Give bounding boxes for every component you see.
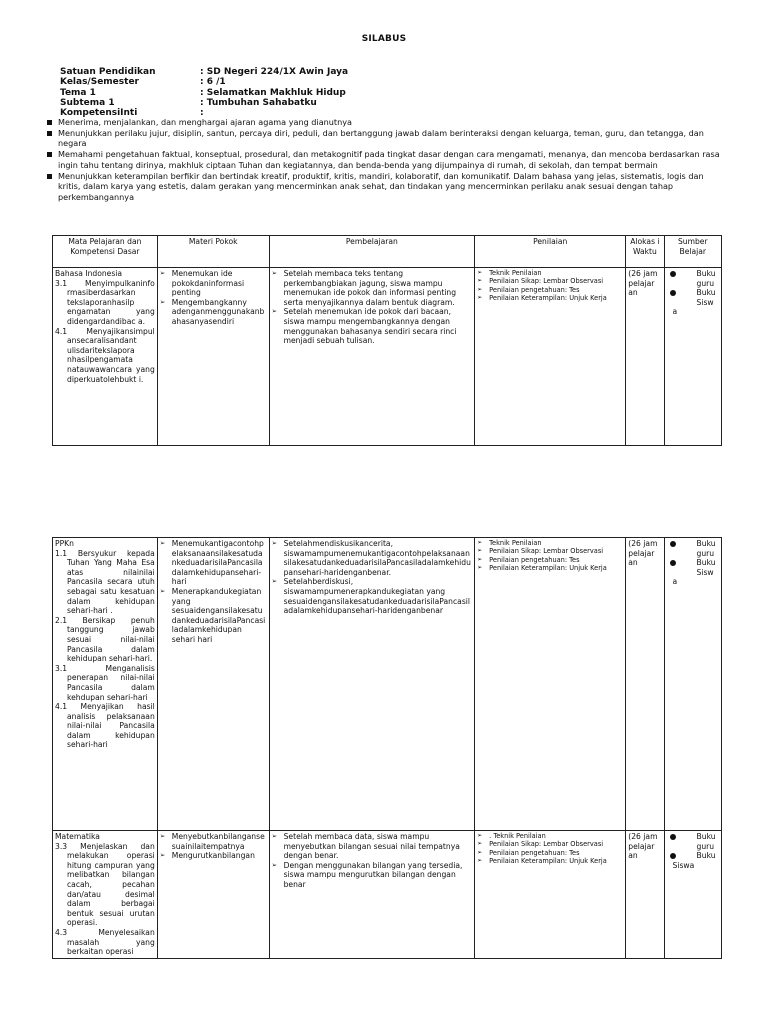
arrow-bullet-icon: ➢ [477, 856, 483, 864]
sumber-text-tail: a [672, 307, 678, 317]
list-item [160, 832, 267, 851]
arrow-bullet-icon: ➢ [271, 860, 278, 869]
round-bullet-icon [670, 560, 676, 566]
list-item [477, 539, 623, 547]
list-item [272, 861, 473, 890]
syllabus-table-1 [52, 235, 722, 446]
identity-value: : 6 /1 [200, 77, 226, 88]
round-bullet-icon [670, 290, 676, 296]
list-item [667, 288, 719, 307]
alokasi-cell: (26 jam pelajar an [626, 538, 664, 831]
arrow-bullet-icon: ➢ [477, 539, 483, 546]
arrow-bullet-icon: ➢ [477, 832, 483, 839]
pembelajaran-text: Dengan menggunakan bilangan yang tersedia, siswa mampu mengurutkan bilangan dengan benar [283, 860, 463, 889]
identity-row [60, 67, 460, 77]
penilaian-list [477, 539, 623, 572]
sumber-text-tail: Siswa [672, 860, 695, 870]
arrow-bullet-icon: ➢ [159, 851, 166, 860]
list-item [477, 564, 623, 572]
mapel-cell [53, 268, 158, 446]
pembelajaran-list [272, 269, 473, 346]
core-competency-list [44, 117, 726, 203]
penilaian-text: Penilaian Keterampilan: Unjuk Kerja [489, 293, 607, 302]
header-mapel: Mata Pelajaran dan Kompetensi Dasar [53, 236, 158, 268]
penilaian-cell [475, 268, 626, 446]
sumber-text: Buku guru [696, 539, 716, 558]
sumber-cell [664, 831, 721, 959]
square-bullet-icon [47, 174, 52, 179]
identity-label: Satuan Pendidikan [60, 67, 156, 77]
arrow-bullet-icon: ➢ [477, 555, 483, 563]
pembelajaran-cell [269, 831, 475, 959]
subject-name: PPKn [55, 539, 74, 548]
square-bullet-icon [47, 152, 52, 157]
list-item [272, 269, 473, 307]
arrow-bullet-icon: ➢ [477, 277, 483, 285]
round-bullet-icon [670, 853, 676, 859]
identity-row [60, 98, 460, 108]
pembelajaran-cell [269, 268, 475, 446]
arrow-bullet-icon: ➢ [271, 577, 278, 586]
core-competency-item [44, 149, 726, 170]
table-row [53, 538, 722, 831]
penilaian-text: Penilaian pengetahuan: Tes [489, 848, 580, 857]
kd-item: 4.1 Menyajikan hasil analisis pelaksanaan nilai-nilai Pancasila dalam kehidupan sehari-hari [55, 702, 155, 750]
identity-value: : Tumbuhan Sahabatku [200, 97, 317, 108]
list-item [477, 832, 623, 840]
core-competency-item [44, 117, 726, 128]
sumber-text-tail: a [672, 577, 678, 587]
list-item [477, 840, 623, 848]
identity-label: Kelas/Semester [60, 77, 139, 88]
alokasi-cell: (26 jam pelajar an [626, 831, 664, 959]
list-item [477, 286, 623, 294]
materi-text: Mengurutkanbilangan [171, 851, 255, 861]
identity-row [60, 77, 460, 87]
penilaian-text: Penilaian Sikap: Lembar Observasi [489, 840, 604, 849]
pembelajaran-text: Setelah membaca teks tentang perkembangbiakan jagung, siswa mampu menemukan ide pokok dan informasi penting serta menyajikannya dalam bentuk diagram. [283, 269, 457, 307]
arrow-bullet-icon: ➢ [271, 307, 278, 316]
sumber-text: Buku guru [696, 832, 716, 851]
identity-block [60, 67, 460, 118]
arrow-bullet-icon: ➢ [477, 293, 483, 301]
core-competency-item [44, 128, 726, 149]
core-competency-text: Menunjukkan keterampilan berfikir dan bertindak kreatif, produktif, kritis, mandiri, kolaboratif, dan komunikatif. Dalam bahasa yang jelas, sistematis, logis dan kritis, dalam karya yang estetis, dalam gerakan yang mencerminkan anak sehat, dan tindakan yang mencerminkan perilaku anak sesuai dengan tahap perkembangannya [58, 170, 704, 202]
kd-item: 2.1 Bersikap penuh tanggung jawab sesuai nilai-nilai Pancasila dalam kehidupan sehari-hari. [55, 615, 155, 664]
materi-text: Mengembangkanny adenganmenggunakanbahasanyasendiri [171, 297, 265, 326]
sumber-cell [664, 268, 721, 446]
kd-item: 3.1 Menganalisis penerapan nilai-nilai Pancasila dalam kehdupan sehari-hari [55, 663, 155, 702]
square-bullet-icon [47, 120, 52, 125]
pembelajaran-list [272, 832, 473, 890]
list-item [477, 277, 623, 285]
identity-label: Subtema 1 [60, 97, 115, 108]
arrow-bullet-icon: ➢ [477, 547, 483, 555]
materi-text: MenemukantigacontohpelaksanaansilakesatudankeduadarisilaPancasiladalamkehidupansehari-hari [171, 539, 264, 587]
pembelajaran-cell [269, 538, 475, 831]
table-row [53, 268, 722, 446]
list-item [667, 269, 719, 288]
round-bullet-icon [670, 834, 676, 840]
syllabus-table-2 [52, 537, 722, 959]
identity-label: KompetensiInti [60, 108, 138, 119]
sumber-text: BukuSisw [696, 558, 716, 577]
mapel-cell [53, 538, 158, 831]
penilaian-text: Penilaian pengetahuan: Tes [489, 285, 580, 294]
materi-text: Menerapkandukegiatan yang sesuaidengansilakesatudankeduadarisilaPancasiladalamkehidupan sehari hari [171, 586, 266, 644]
list-item [160, 298, 267, 327]
core-competency-item [44, 171, 726, 203]
sumber-text: Buku [696, 851, 716, 861]
header-sumber: Sumber Belajar [664, 236, 721, 268]
sumber-cell [664, 538, 721, 831]
alokasi-cell: (26 jam pelajar an [626, 268, 664, 446]
arrow-bullet-icon: ➢ [477, 285, 483, 293]
penilaian-list [477, 832, 623, 865]
materi-text: Menyebutkanbilangansesuainilaitempatnya [171, 832, 265, 851]
pembelajaran-text: Setelahmendiskusikancerita, siswamampumenemukantigacontohpelaksanaansilakesatudankeduadarisilaPancasiladalamkehidupansehari-haridenganbenar. [283, 539, 471, 577]
arrow-bullet-icon: ➢ [159, 586, 166, 595]
materi-list [160, 269, 267, 327]
subject-name: Matematika [55, 832, 100, 841]
materi-cell [157, 538, 269, 831]
sumber-text: BukuSisw [696, 288, 716, 307]
pembelajaran-text: Setelah membaca data, siswa mampu menyebutkan bilangan sesuai nilai tempatnya dengan benar. [283, 832, 460, 861]
identity-row [60, 88, 460, 98]
arrow-bullet-icon: ➢ [159, 297, 166, 306]
penilaian-text: . Teknik Penilaian [489, 832, 546, 840]
core-competency-text: Memahami pengetahuan faktual, konseptual, prosedural, dan metakognitif pada tingkat dasar dengan cara mengamati, menanya, dan mencoba berdasarkan rasa ingin tahu tentang dirinya, makhluk ciptaan Tuhan dan kegiatannya, dan benda-benda yang dijumpainya di rumah, di sekolah, dan tempat bermain [58, 149, 720, 170]
arrow-bullet-icon: ➢ [271, 539, 278, 547]
list-item [477, 294, 623, 302]
list-item [477, 547, 623, 555]
arrow-bullet-icon: ➢ [477, 269, 483, 276]
penilaian-text: Penilaian Sikap: Lembar Observasi [489, 277, 604, 286]
kd-item: 3.1 Menyimpulkaninfo rmasiberdasarkan tekslaporanhasilp engamatan yang didengardandibac a. [55, 278, 155, 326]
penilaian-cell [475, 538, 626, 831]
list-item [160, 851, 267, 861]
list-item [667, 851, 719, 861]
materi-list [160, 539, 267, 645]
penilaian-text: Penilaian Sikap: Lembar Observasi [489, 547, 604, 556]
round-bullet-icon [670, 271, 676, 277]
penilaian-text: Penilaian Keterampilan: Unjuk Kerja [489, 563, 607, 572]
mapel-cell [53, 831, 158, 959]
list-item [272, 307, 473, 345]
kd-item: 3.3 Menjelaskan dan melakukan operasi hitung campuran yang melibatkan bilangan cacah, pecahan dan/atau desimal dalam berbagai bentuk sesuai urutan operasi. [55, 841, 155, 928]
list-item [160, 587, 267, 645]
arrow-bullet-icon: ➢ [159, 832, 166, 840]
arrow-bullet-icon: ➢ [477, 848, 483, 856]
header-alokasi: Alokas i Waktu [626, 236, 664, 268]
identity-value: : SD Negeri 224/1X Awin Jaya [200, 67, 349, 77]
list-item [477, 849, 623, 857]
pembelajaran-text: Setelah menemukan ide pokok dari bacaan, siswa mampu mengembangkannya dengan menggunakan bahasanya sendiri secara rinci menjadi sebuah tulisan. [283, 307, 457, 346]
header-materi: Materi Pokok [157, 236, 269, 268]
identity-label: Tema 1 [60, 87, 96, 98]
pembelajaran-list [272, 539, 473, 616]
identity-value: : Selamatkan Makhluk Hidup [200, 87, 346, 98]
sumber-text: Buku guru [696, 269, 716, 288]
penilaian-list [477, 269, 623, 302]
penilaian-text: Teknik Penilaian [489, 539, 542, 547]
table-header-row [53, 236, 722, 268]
list-item [477, 857, 623, 865]
materi-list [160, 832, 267, 861]
sumber-list [667, 832, 719, 861]
arrow-bullet-icon: ➢ [477, 563, 483, 571]
arrow-bullet-icon: ➢ [271, 269, 278, 277]
kd-item: 1.1 Bersyukur kepada Tuhan Yang Maha Esa atas nilainilai Pancasila secara utuh sebagai satu kesatuan dalam kehidupan sehari-hari . [55, 548, 155, 616]
core-competency-text: Menerima, menjalankan, dan menghargai ajaran agama yang dianutnya [58, 117, 352, 127]
subject-name: Bahasa Indonesia [55, 269, 123, 278]
core-competency-text: Menunjukkan perilaku jujur, disiplin, santun, percaya diri, peduli, dan bertanggung jawab dalam berinteraksi dengan keluarga, teman, guru, dan tetangga, dan negara [58, 127, 704, 149]
penilaian-text: Teknik Penilaian [489, 269, 542, 277]
round-bullet-icon [670, 541, 676, 547]
list-item [477, 556, 623, 564]
identity-value: : [200, 108, 204, 119]
list-item [667, 539, 719, 558]
list-item [272, 832, 473, 861]
header-penilaian: Penilaian [475, 236, 626, 268]
pembelajaran-text: Setelahberdiskusi, siswamampumenerapkandukegiatan yang sesuaidengansilakesatudankeduadarisilaPancasiladalamkehidupansehari-haridenganbenar [283, 577, 471, 616]
penilaian-cell [475, 831, 626, 959]
square-bullet-icon [47, 131, 52, 136]
penilaian-text: Penilaian Keterampilan: Unjuk Kerja [489, 856, 607, 865]
sumber-list [667, 269, 719, 307]
list-item [272, 539, 473, 577]
list-item [477, 269, 623, 277]
document-title: SILABUS [361, 34, 407, 44]
arrow-bullet-icon: ➢ [477, 840, 483, 848]
list-item [160, 539, 267, 587]
arrow-bullet-icon: ➢ [159, 269, 166, 277]
penilaian-text: Penilaian pengetahuan: Tes [489, 555, 580, 564]
list-item [667, 832, 719, 851]
sumber-list [667, 539, 719, 577]
arrow-bullet-icon: ➢ [159, 539, 166, 547]
table-row [53, 831, 722, 959]
materi-cell [157, 268, 269, 446]
list-item [160, 269, 267, 298]
materi-cell [157, 831, 269, 959]
arrow-bullet-icon: ➢ [271, 832, 278, 840]
header-pembelajaran: Pembelajaran [269, 236, 475, 268]
list-item [272, 577, 473, 615]
kd-item: 4.1 Menyajikansimpul ansecaralisandant ulisdaritekslapora nhasilpengamata natauwawancara yang diperkuatolehbukt i. [55, 326, 155, 384]
materi-text: Menemukan ide pokokdaninformasi penting [171, 269, 245, 298]
list-item [667, 558, 719, 577]
kd-item: 4.3 Menyelesaikan masalah yang berkaitan operasi [55, 927, 155, 957]
